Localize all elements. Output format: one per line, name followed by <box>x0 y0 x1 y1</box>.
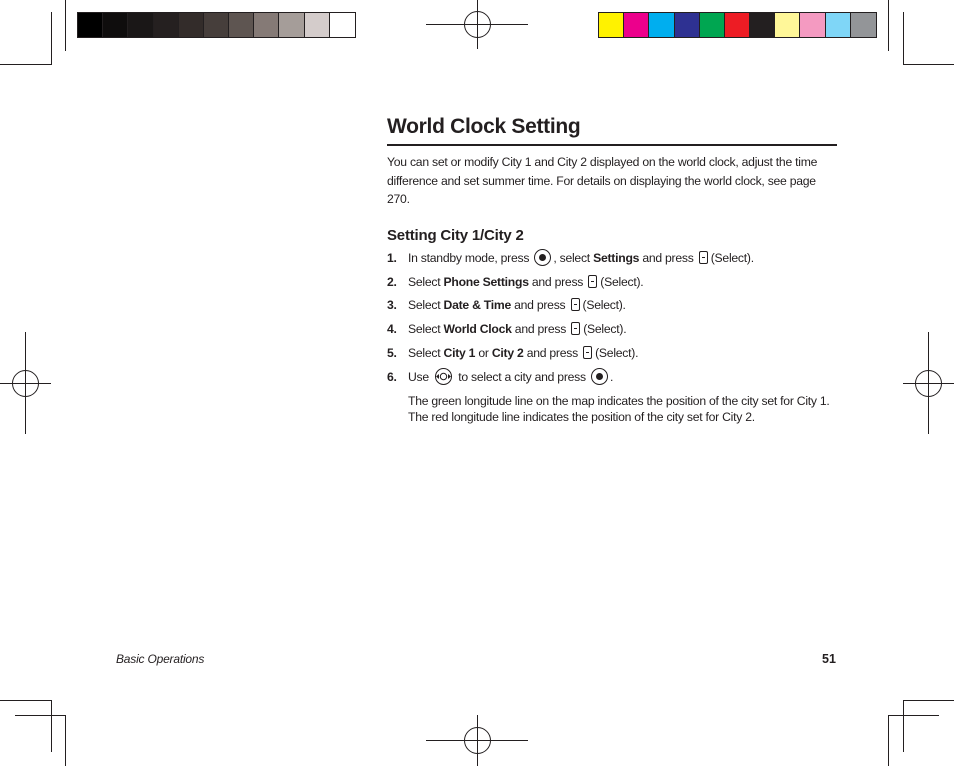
color-swatch <box>700 13 725 37</box>
color-swatch <box>775 13 800 37</box>
step-4: 4. Select World Clock and press (Select). <box>387 319 626 339</box>
step-6: 6. Use to select a city and press . <box>387 367 613 387</box>
color-swatch <box>229 13 254 37</box>
soft-key-icon <box>699 251 708 264</box>
step-number: 6. <box>387 370 397 384</box>
soft-key-icon <box>571 322 580 335</box>
note-line-city-2: The red longitude line indicates the position of the city set for City 2. <box>408 410 755 424</box>
intro-paragraph: You can set or modify City 1 and City 2 displayed on the world clock, adjust the time difference and set summer time. For details on displaying the world clock, see page 270. <box>387 155 818 206</box>
color-swatch <box>78 13 103 37</box>
center-select-key-icon <box>534 249 551 266</box>
color-swatch <box>204 13 229 37</box>
step-number: 4. <box>387 322 397 336</box>
step-6-note <box>408 393 838 425</box>
color-swatch <box>675 13 700 37</box>
center-select-key-icon <box>591 368 608 385</box>
color-swatch <box>851 13 876 37</box>
step-2: 2. Select Phone Settings and press (Select). <box>387 272 643 292</box>
soft-key-icon <box>583 346 592 359</box>
color-swatch <box>179 13 204 37</box>
section-heading: Setting City 1/City 2 <box>387 227 524 244</box>
color-swatch <box>725 13 750 37</box>
soft-key-icon <box>571 298 580 311</box>
page-number: 51 <box>822 652 836 666</box>
title-rule <box>387 144 837 146</box>
color-swatch <box>750 13 775 37</box>
process-color-bar <box>598 12 877 38</box>
step-5: 5. Select City 1 or City 2 and press (Select). <box>387 343 638 363</box>
step-3: 3. Select Date & Time and press (Select). <box>387 295 626 315</box>
color-swatch <box>103 13 128 37</box>
color-swatch <box>305 13 330 37</box>
color-swatch <box>128 13 153 37</box>
step-1: 1. In standby mode, press , select Settings and press (Select). <box>387 248 754 268</box>
color-swatch <box>826 13 851 37</box>
step-number: 5. <box>387 346 397 360</box>
note-line-city-1: The green longitude line on the map indicates the position of the city set for City 1. <box>408 394 830 408</box>
step-number: 2. <box>387 275 397 289</box>
footer-section-name: Basic Operations <box>116 652 205 666</box>
navigation-key-icon <box>434 368 453 385</box>
color-swatch <box>599 13 624 37</box>
color-swatch <box>624 13 649 37</box>
color-swatch <box>800 13 825 37</box>
step-number: 1. <box>387 251 397 265</box>
color-swatch <box>279 13 304 37</box>
grayscale-color-bar <box>77 12 356 38</box>
step-number: 3. <box>387 298 397 312</box>
color-swatch <box>330 13 355 37</box>
color-swatch <box>649 13 674 37</box>
page-title: World Clock Setting <box>387 115 581 138</box>
color-swatch <box>254 13 279 37</box>
soft-key-icon <box>588 275 597 288</box>
color-swatch <box>154 13 179 37</box>
